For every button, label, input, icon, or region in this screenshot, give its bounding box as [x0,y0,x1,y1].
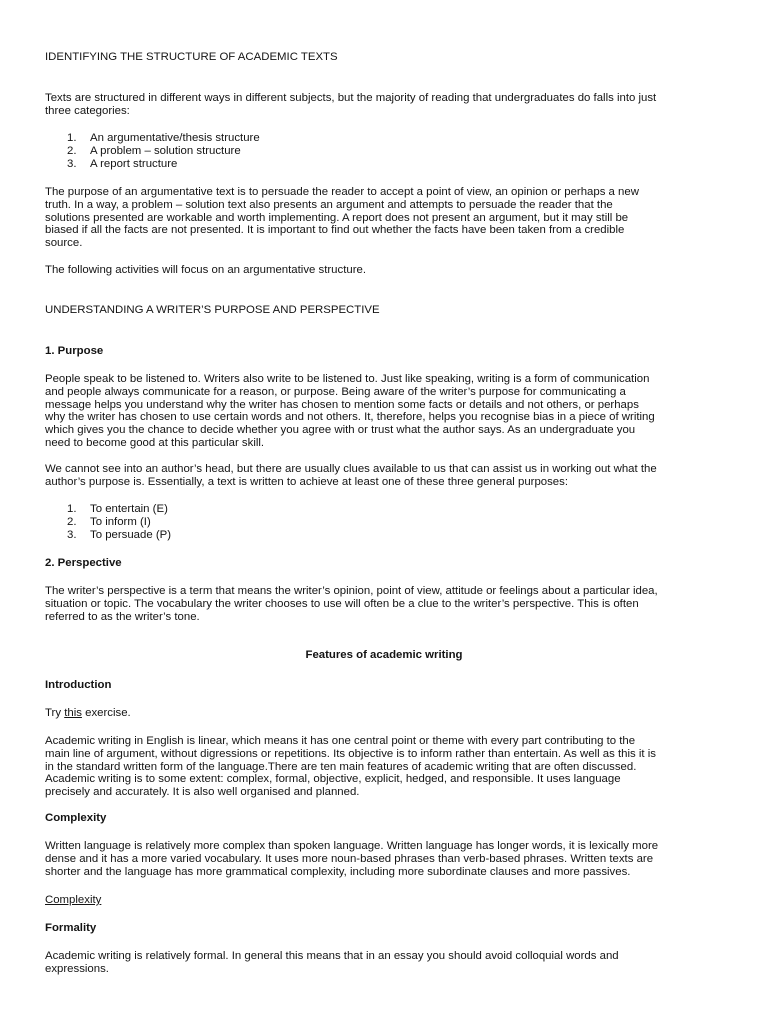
text-line: The purpose of an argumentative text is to persuade the reader to accept a point of view, an opinion or perhaps a new [45,186,639,198]
list-number: 2. [67,515,77,528]
list-number: 1. [67,503,77,515]
text-line: in the standard written form of the language.There are ten main features of academic writing that are often discussed. [45,760,637,773]
text-line: truth. In a way, a problem – solution text also presents an argument and attempts to persuade the reader that the [45,198,613,211]
text-line: We cannot see into an author’s head, but there are usually clues available to us that can assist us in working out what the [45,463,657,475]
text-line: Academic writing in English is linear, which means it has one central point or theme with every part contributing to the [45,735,636,747]
text-line: biased if all the facts are not presented. It is important to find out whether the facts have been taken from a credible [45,224,625,237]
text-line: and people always communicate for a reason, or purpose. Being aware of the writer’s purpose for communicating a [45,385,626,398]
list-item [45,516,735,529]
purpose-body [45,373,735,450]
features-heading: Features of academic writing [305,649,463,661]
text-line: which gives you the chance to decide whether you agree with or trust what the author says. As an undergraduate you [45,424,636,437]
text-line: expressions. [45,962,109,975]
text-line: People speak to be listened to. Writers also write to be listened to. Just like speaking, writing is a form of communication [45,373,650,385]
text-line: author’s purpose is. Essentially, a text is written to achieve at least one of these three general purposes: [45,475,569,488]
complexity-body [45,840,735,878]
text-line: need to become good at this particular skill. [45,436,265,449]
text-line: dense and it has a more varied vocabulary. It uses more noun-based phrases than verb-based phrases. Written texts are [45,852,654,865]
text-line: precisely and accurately. It is also well organised and planned. [45,786,360,799]
text-line: why the writer has chosen to use certain words and not others. It, therefore, helps you recognise bias in a piece of writing [45,411,655,424]
text-line: Academic writing is relatively formal. In general this means that in an essay you should avoid colloquial words and [45,950,619,962]
list-item-text: An argumentative/thesis structure [90,132,260,144]
list-item [45,132,735,145]
text-line: Academic writing is to some extent: complex, formal, objective, explicit, hedged, and responsible. It uses language [45,773,621,786]
list-item [45,503,735,516]
list-item-text: A problem – solution structure [90,144,241,157]
text-line: source. [45,237,83,250]
list-number: 3. [67,528,77,541]
complexity-heading: Complexity [45,812,107,824]
text-line: three categories: [45,104,130,117]
following-paragraph: The following activities will focus on an argumentative structure. [45,264,366,276]
document-title: IDENTIFYING THE STRUCTURE OF ACADEMIC TEXTS [45,51,338,63]
text-line: message helps you understand why the writer has chosen to mention some facts or details and not others, or perhaps [45,398,639,411]
text-line: main line of argument, without digressions or repetitions. Its objective is to inform rather than entertain. As well as this it is [45,747,656,760]
intro-paragraph [45,92,735,118]
section-title: UNDERSTANDING A WRITER’S PURPOSE AND PERSPECTIVE [45,304,380,316]
complexity-link-line [45,894,735,907]
text-line: referred to as the writer’s tone. [45,610,200,623]
list-item-text: To entertain (E) [90,503,168,515]
introduction-heading: Introduction [45,679,112,691]
text-line: Texts are structured in different ways in different subjects, but the majority of reading that undergraduates do falls into just [45,92,657,104]
exercise-link[interactable]: this [64,707,82,719]
list-item-text: To inform (I) [90,515,151,528]
try-prefix: Try [45,707,62,719]
try-line [45,707,735,720]
complexity-link[interactable]: Complexity [45,894,102,906]
text-line: The writer’s perspective is a term that means the writer’s opinion, point of view, attitude or feelings about a particular idea, [45,585,658,597]
list-number: 3. [67,157,77,170]
structure-list [45,132,735,170]
purpose-paragraph [45,186,735,250]
perspective-body [45,585,735,623]
list-item [45,158,735,171]
list-item-text: To persuade (P) [90,528,172,541]
clues-paragraph [45,463,735,489]
purpose-heading: 1. Purpose [45,345,104,357]
formality-heading: Formality [45,922,97,934]
list-number: 2. [67,144,77,157]
formality-body [45,950,735,976]
academic-body [45,735,735,799]
try-suffix: exercise. [85,707,131,719]
purposes-list [45,503,735,541]
list-number: 1. [67,132,77,144]
list-item-text: A report structure [90,157,178,170]
perspective-heading: 2. Perspective [45,557,122,569]
text-line: solutions presented are workable and worth implementing. A report does not present an argument, but it may still be [45,211,629,224]
list-item [45,145,735,158]
text-line: situation or topic. The vocabulary the writer chooses to use will often be a clue to the writer’s perspective. This is often [45,597,639,610]
text-line: Written language is relatively more complex than spoken language. Written language has longer words, it is lexically more [45,840,659,852]
list-item [45,529,735,542]
text-line: shorter and the language has more grammatical complexity, including more subordinate clauses and more passives. [45,865,631,878]
